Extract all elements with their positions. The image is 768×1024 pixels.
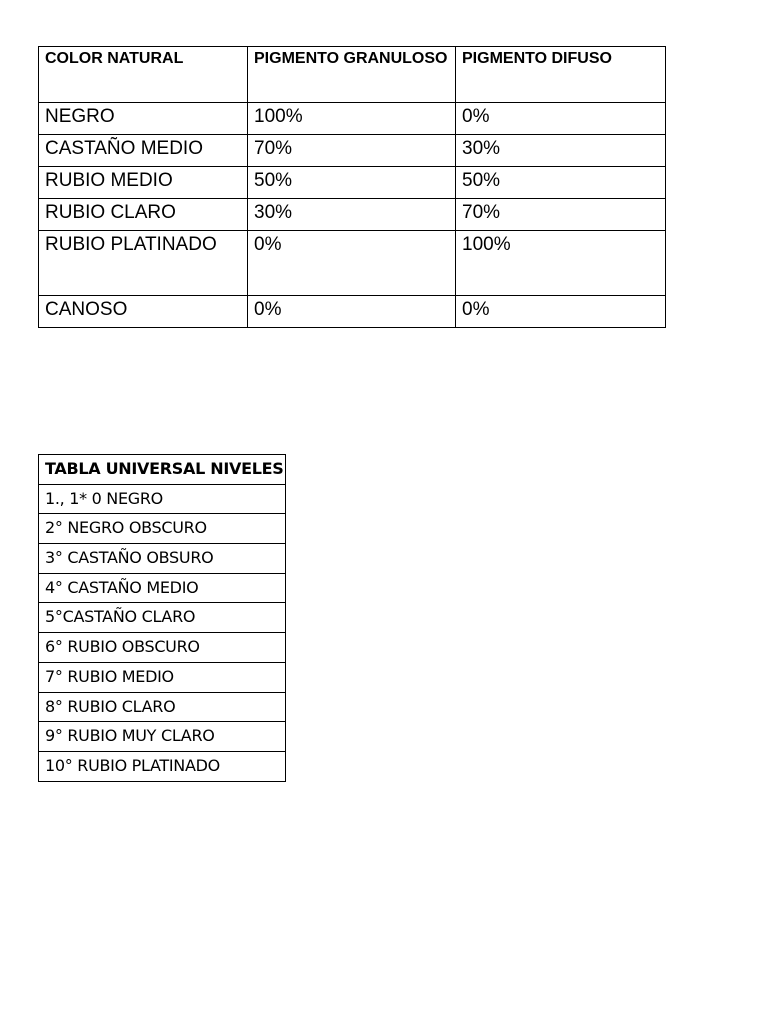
table-cell: 9° RUBIO MUY CLARO: [39, 722, 286, 752]
table-cell: 0%: [248, 231, 456, 296]
header-cell-pigmento-difuso: PIGMENTO DIFUSO: [456, 47, 666, 103]
table-cell: 100%: [248, 103, 456, 135]
levels-table-title: TABLA UNIVERSAL NIVELES: [39, 455, 286, 485]
levels-table: [38, 454, 286, 782]
table-cell: 5°CASTAÑO CLARO: [39, 603, 286, 633]
table-header-row: [39, 455, 286, 485]
table-row: [39, 296, 666, 328]
table-cell: 50%: [248, 167, 456, 199]
table-cell: 70%: [248, 135, 456, 167]
table-cell: 2° NEGRO OBSCURO: [39, 514, 286, 544]
table-row: [39, 231, 666, 296]
table-cell: 3° CASTAÑO OBSURO: [39, 544, 286, 574]
table-cell: 6° RUBIO OBSCURO: [39, 633, 286, 663]
table-header-row: [39, 47, 666, 103]
table-cell: 0%: [456, 296, 666, 328]
table-row: [39, 167, 666, 199]
table-cell: 30%: [456, 135, 666, 167]
table-cell: 30%: [248, 199, 456, 231]
table-cell: 8° RUBIO CLARO: [39, 692, 286, 722]
table-cell: 100%: [456, 231, 666, 296]
table-row: [39, 484, 286, 514]
table-row: [39, 692, 286, 722]
table-row: [39, 544, 286, 574]
table-row: [39, 603, 286, 633]
header-cell-pigmento-granuloso: PIGMENTO GRANULOSO: [248, 47, 456, 103]
table-cell: 1., 1* 0 NEGRO: [39, 484, 286, 514]
table-cell: NEGRO: [39, 103, 248, 135]
table-cell: 7° RUBIO MEDIO: [39, 662, 286, 692]
pigment-table: [38, 46, 666, 328]
table-row: [39, 751, 286, 781]
table-row: [39, 514, 286, 544]
table-row: [39, 633, 286, 663]
table-cell: 10° RUBIO PLATINADO: [39, 751, 286, 781]
header-cell-color-natural: COLOR NATURAL: [39, 47, 248, 103]
table-cell: 50%: [456, 167, 666, 199]
table-cell: 0%: [248, 296, 456, 328]
table-cell: 4° CASTAÑO MEDIO: [39, 573, 286, 603]
table-cell: RUBIO MEDIO: [39, 167, 248, 199]
table-row: [39, 722, 286, 752]
table-cell: RUBIO CLARO: [39, 199, 248, 231]
table-cell: CANOSO: [39, 296, 248, 328]
table-cell: 0%: [456, 103, 666, 135]
table-row: [39, 103, 666, 135]
table-cell: RUBIO PLATINADO: [39, 231, 248, 296]
table-row: [39, 199, 666, 231]
table-cell: CASTAÑO MEDIO: [39, 135, 248, 167]
table-row: [39, 573, 286, 603]
table-row: [39, 662, 286, 692]
table-row: [39, 135, 666, 167]
table-cell: 70%: [456, 199, 666, 231]
